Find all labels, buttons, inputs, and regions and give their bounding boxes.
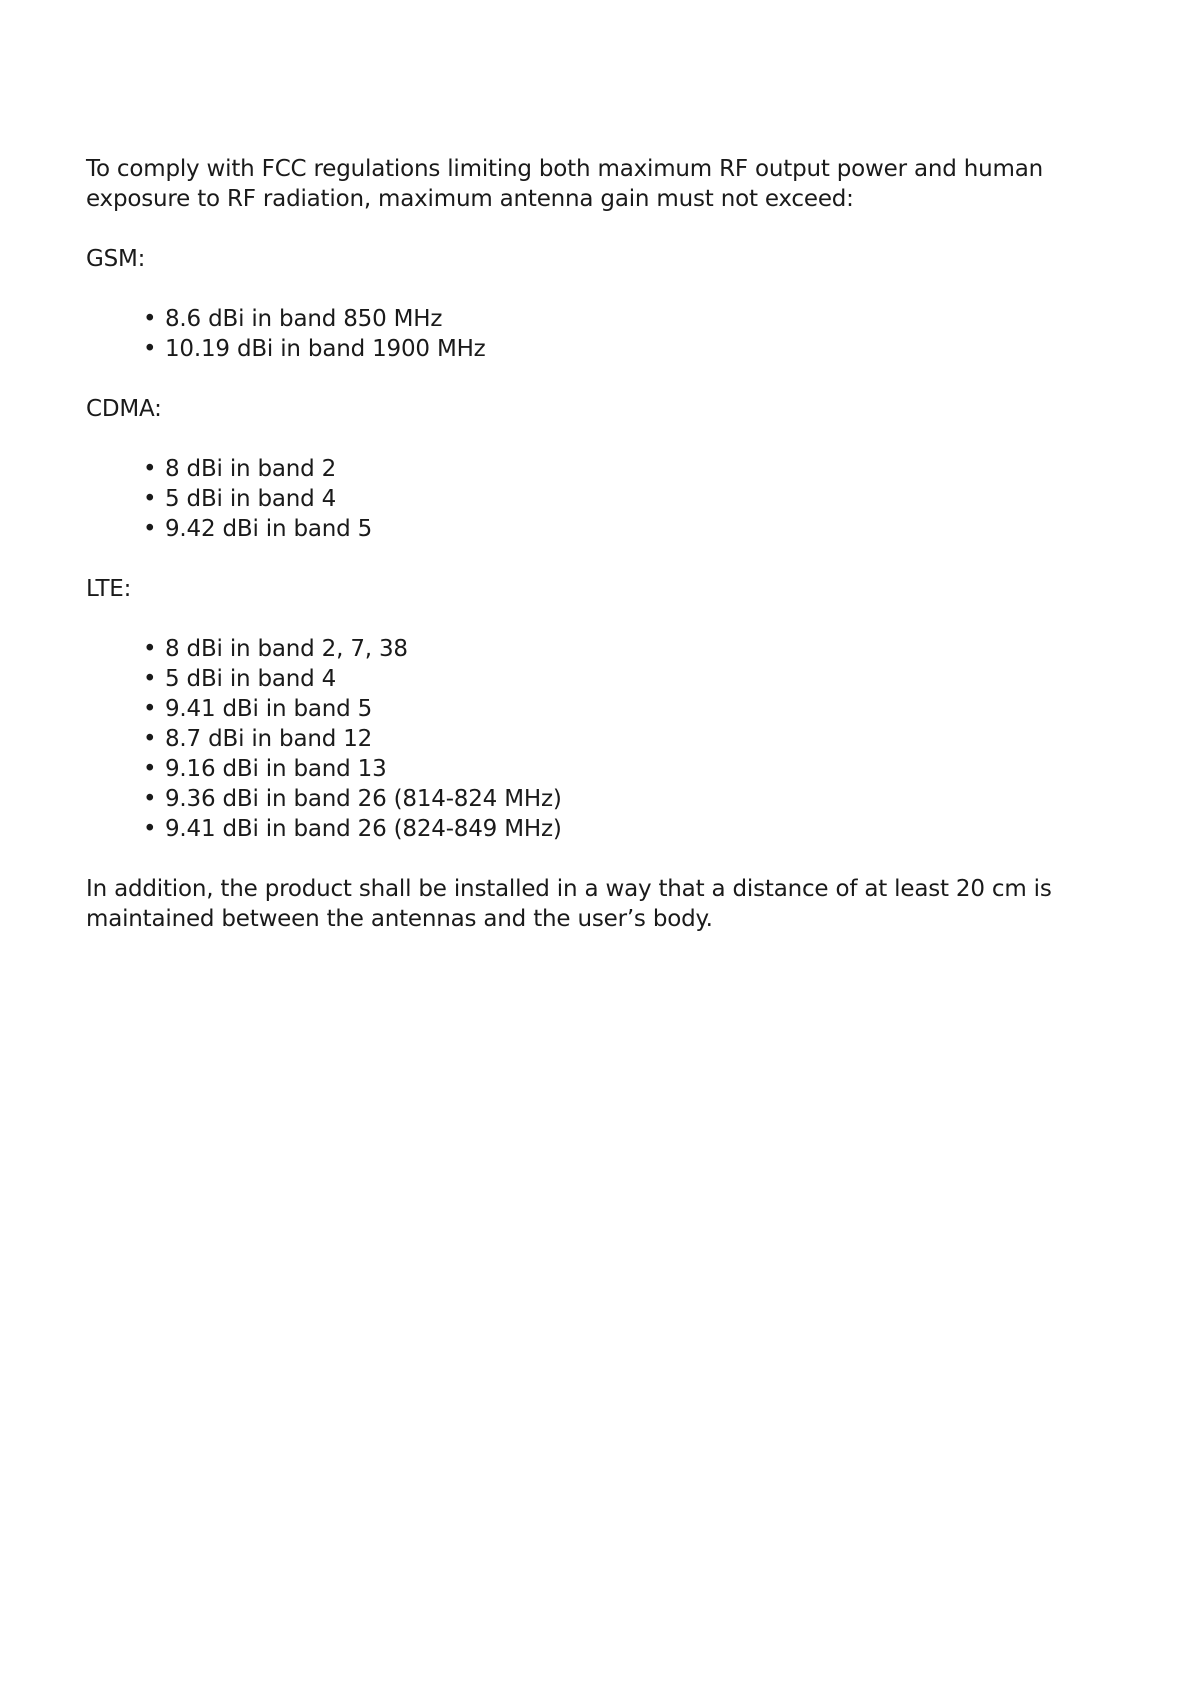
- section-heading: CDMA:: [86, 396, 162, 422]
- list-item: • 9.42 dBi in band 5: [143, 514, 1116, 544]
- section-cdma: [86, 394, 1116, 544]
- list-item: • 10.19 dBi in band 1900 MHz: [143, 334, 1116, 364]
- list-item: • 9.16 dBi in band 13: [143, 754, 1116, 784]
- gain-list: [86, 304, 1116, 364]
- gain-list: [86, 634, 1116, 844]
- list-item: • 9.36 dBi in band 26 (814-824 MHz): [143, 784, 1116, 814]
- list-item: • 5 dBi in band 4: [143, 664, 1116, 694]
- list-item: • 9.41 dBi in band 26 (824-849 MHz): [143, 814, 1116, 844]
- section-lte: [86, 574, 1116, 844]
- gain-list: [86, 454, 1116, 544]
- intro-paragraph: To comply with FCC regulations limiting both maximum RF output power and human exposure to RF radiation, maximum antenna gain must not exceed:: [86, 156, 1043, 212]
- list-item: • 8 dBi in band 2, 7, 38: [143, 634, 1116, 664]
- list-item: • 8 dBi in band 2: [143, 454, 1116, 484]
- list-item: • 5 dBi in band 4: [143, 484, 1116, 514]
- document-body: [86, 154, 1116, 934]
- section-gsm: [86, 244, 1116, 364]
- closing-paragraph: In addition, the product shall be installed in a way that a distance of at least 20 cm is maintained between the antennas and the user’s body.: [86, 876, 1052, 932]
- section-heading: LTE:: [86, 576, 132, 602]
- list-item: • 8.6 dBi in band 850 MHz: [143, 304, 1116, 334]
- section-heading: GSM:: [86, 246, 146, 272]
- list-item: • 9.41 dBi in band 5: [143, 694, 1116, 724]
- list-item: • 8.7 dBi in band 12: [143, 724, 1116, 754]
